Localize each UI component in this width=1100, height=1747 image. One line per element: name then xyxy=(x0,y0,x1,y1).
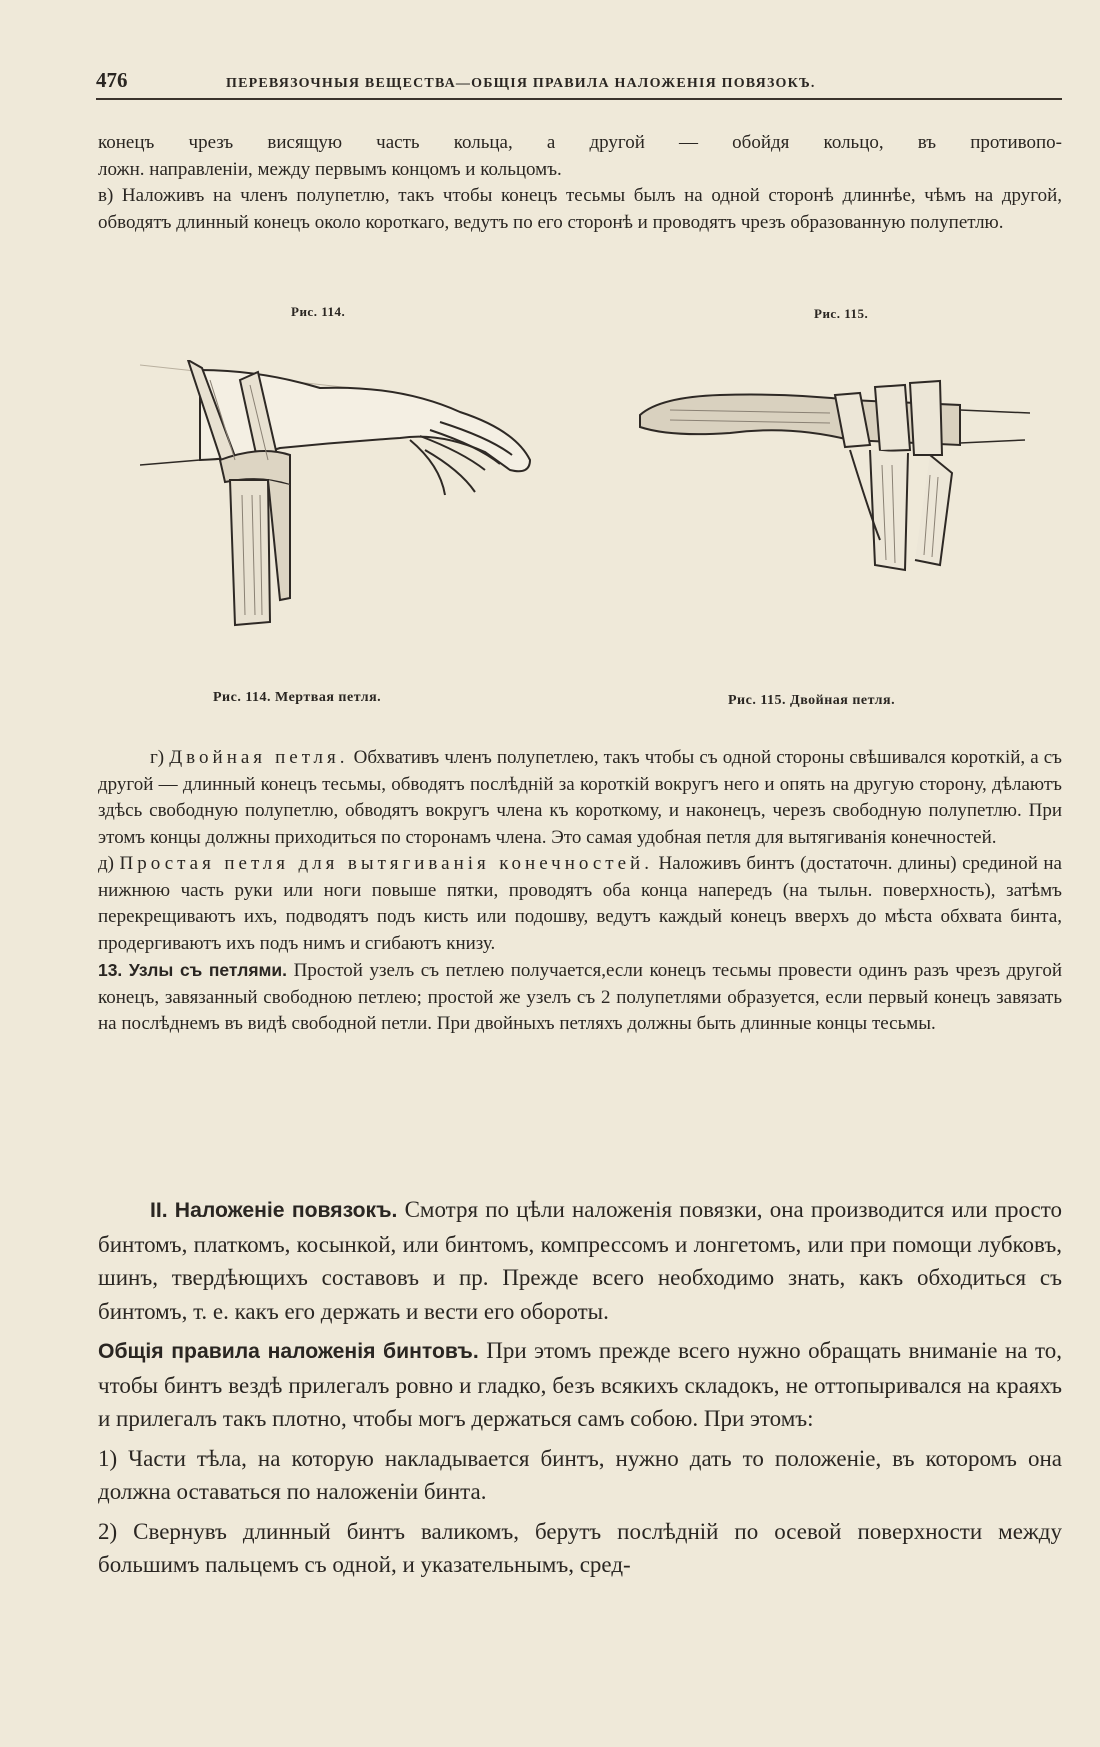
paragraph-g-text: Обхвативъ членъ полупетлею, такъ чтобы съ одной стороны свѣшивался короткій, а съ другой — длинный конецъ тесьмы, обводятъ послѣдній за короткій вокругъ него и опять на другую сторону, дѣлаютъ здѣсь свободную полупетлю, обводятъ вокругъ члена къ короткому, и наконецъ, черезъ свободную полупетлю. При этомъ концы должны приходиться по сторонамъ члена. Это самая удобная петля для вытягиванія конечностей. xyxy=(98,747,1063,848)
running-head: ПЕРЕВЯЗОЧНЫЯ ВЕЩЕСТВА—ОБЩІЯ ПРАВИЛА НАЛОЖЕНІЯ ПОВЯЗОКЪ. xyxy=(226,76,816,91)
section-II-text: Смотря по цѣли наложенія повязки, она производится или просто бинтомъ, платкомъ, косынкой, или бинтомъ, компрессомъ и лонгетомъ, или при помощи лубковъ, шинъ, твердѣющихъ составовъ и пр. Прежде всего необходимо знать, какъ обходиться съ бинтомъ, т. е. какъ его держать и вести его обороты. xyxy=(98,1197,1062,1324)
paragraph-g-term: Двойная петля. xyxy=(169,747,349,768)
paragraph-13 xyxy=(98,957,1062,1038)
intro-text xyxy=(98,130,1062,236)
paragraph-v: в) Наложивъ на членъ полупетлю, такъ чтобы конецъ тесьмы былъ на одной сторонѣ длиннѣе, чѣмъ на другой, обводятъ длинный конецъ около короткаго, ведутъ по его сторонѣ и проводятъ чрезъ образованную полупетлю. xyxy=(98,185,1062,233)
section-II-number: II. xyxy=(150,1199,168,1222)
figure-115-number: Рис. 115. xyxy=(814,306,869,321)
paragraph-d-label: д) xyxy=(98,853,114,874)
body-large-text xyxy=(98,1193,1062,1582)
paragraph-g-label: г) xyxy=(150,747,165,768)
paragraph-13-heading: Узлы съ петлями. xyxy=(128,960,288,980)
page-header xyxy=(96,68,1062,100)
paragraph-d-term: Простая петля для вытягиванія конечностей. xyxy=(119,853,653,874)
rule-2: 2) Свернувъ длинный бинтъ валикомъ, берутъ послѣдній по осевой поверхности между большимъ пальцемъ съ одной, и указательнымъ, сред- xyxy=(98,1518,1062,1577)
paragraph-g xyxy=(98,745,1062,851)
general-rules-heading: Общія правила наложенія бинтовъ. xyxy=(98,1340,479,1363)
paragraph-d-text: Наложивъ бинтъ (достаточн. длины) срединой на нижнюю часть руки или ноги повыше пятки, проводятъ оба конца напередъ (на тыльн. поверхность), затѣмъ перекрещиваютъ ихъ, подводятъ подъ кисть или подошву, ведутъ каждый конецъ вверхъ до мѣста обхвата бинта, продергиваютъ ихъ подъ нимъ и сгибаютъ книзу. xyxy=(98,853,1062,954)
paragraph-d xyxy=(98,851,1062,957)
general-rules xyxy=(98,1334,1062,1436)
body-small-text xyxy=(98,745,1062,1038)
section-II xyxy=(98,1193,1062,1328)
figure-114-caption: Рис. 114. Мертвая петля. xyxy=(213,690,382,705)
paragraph-13-text: Простой узелъ съ петлею получается,если конецъ тесьмы провести одинъ разъ чрезъ другой конецъ, завязанный свободною петлею; простой же узелъ съ 2 полупетлями образуется, если первый конецъ завязать на послѣднемъ въ видѣ свободной петли. При двойныхъ петляхъ должны быть длинные концы тесьмы. xyxy=(98,960,1063,1034)
general-rules-text: При этомъ прежде всего нужно обращать вниманіе на то, чтобы бинтъ вездѣ прилегалъ ровно и гладко, безъ всякихъ складокъ, не оттопыривался на краяхъ и прилегалъ такъ плотно, чтобы могъ держаться самъ собою. При этомъ: xyxy=(98,1338,1063,1431)
rule-1: 1) Части тѣла, на которую накладывается бинтъ, нужно дать то положеніе, въ которомъ она должна оставаться по наложеніи бинта. xyxy=(98,1445,1062,1504)
section-II-heading: Наложеніе повязокъ. xyxy=(174,1199,398,1222)
intro-line-2: ложн. направленіи, между первымъ концомъ и кольцомъ. xyxy=(98,158,562,180)
figure-115-caption: Рис. 115. Двойная петля. xyxy=(728,693,896,708)
paragraph-13-number: 13. xyxy=(98,960,123,980)
figure-114-number: Рис. 114. xyxy=(291,304,346,319)
page-number: 476 xyxy=(96,68,128,92)
figure-114-dead-loop xyxy=(140,360,560,650)
figure-115-double-loop xyxy=(630,365,1030,625)
intro-line-1: конецъ чрезъ висящую часть кольца, а другой — обойдя кольцо, въ противопо- xyxy=(98,132,1062,153)
